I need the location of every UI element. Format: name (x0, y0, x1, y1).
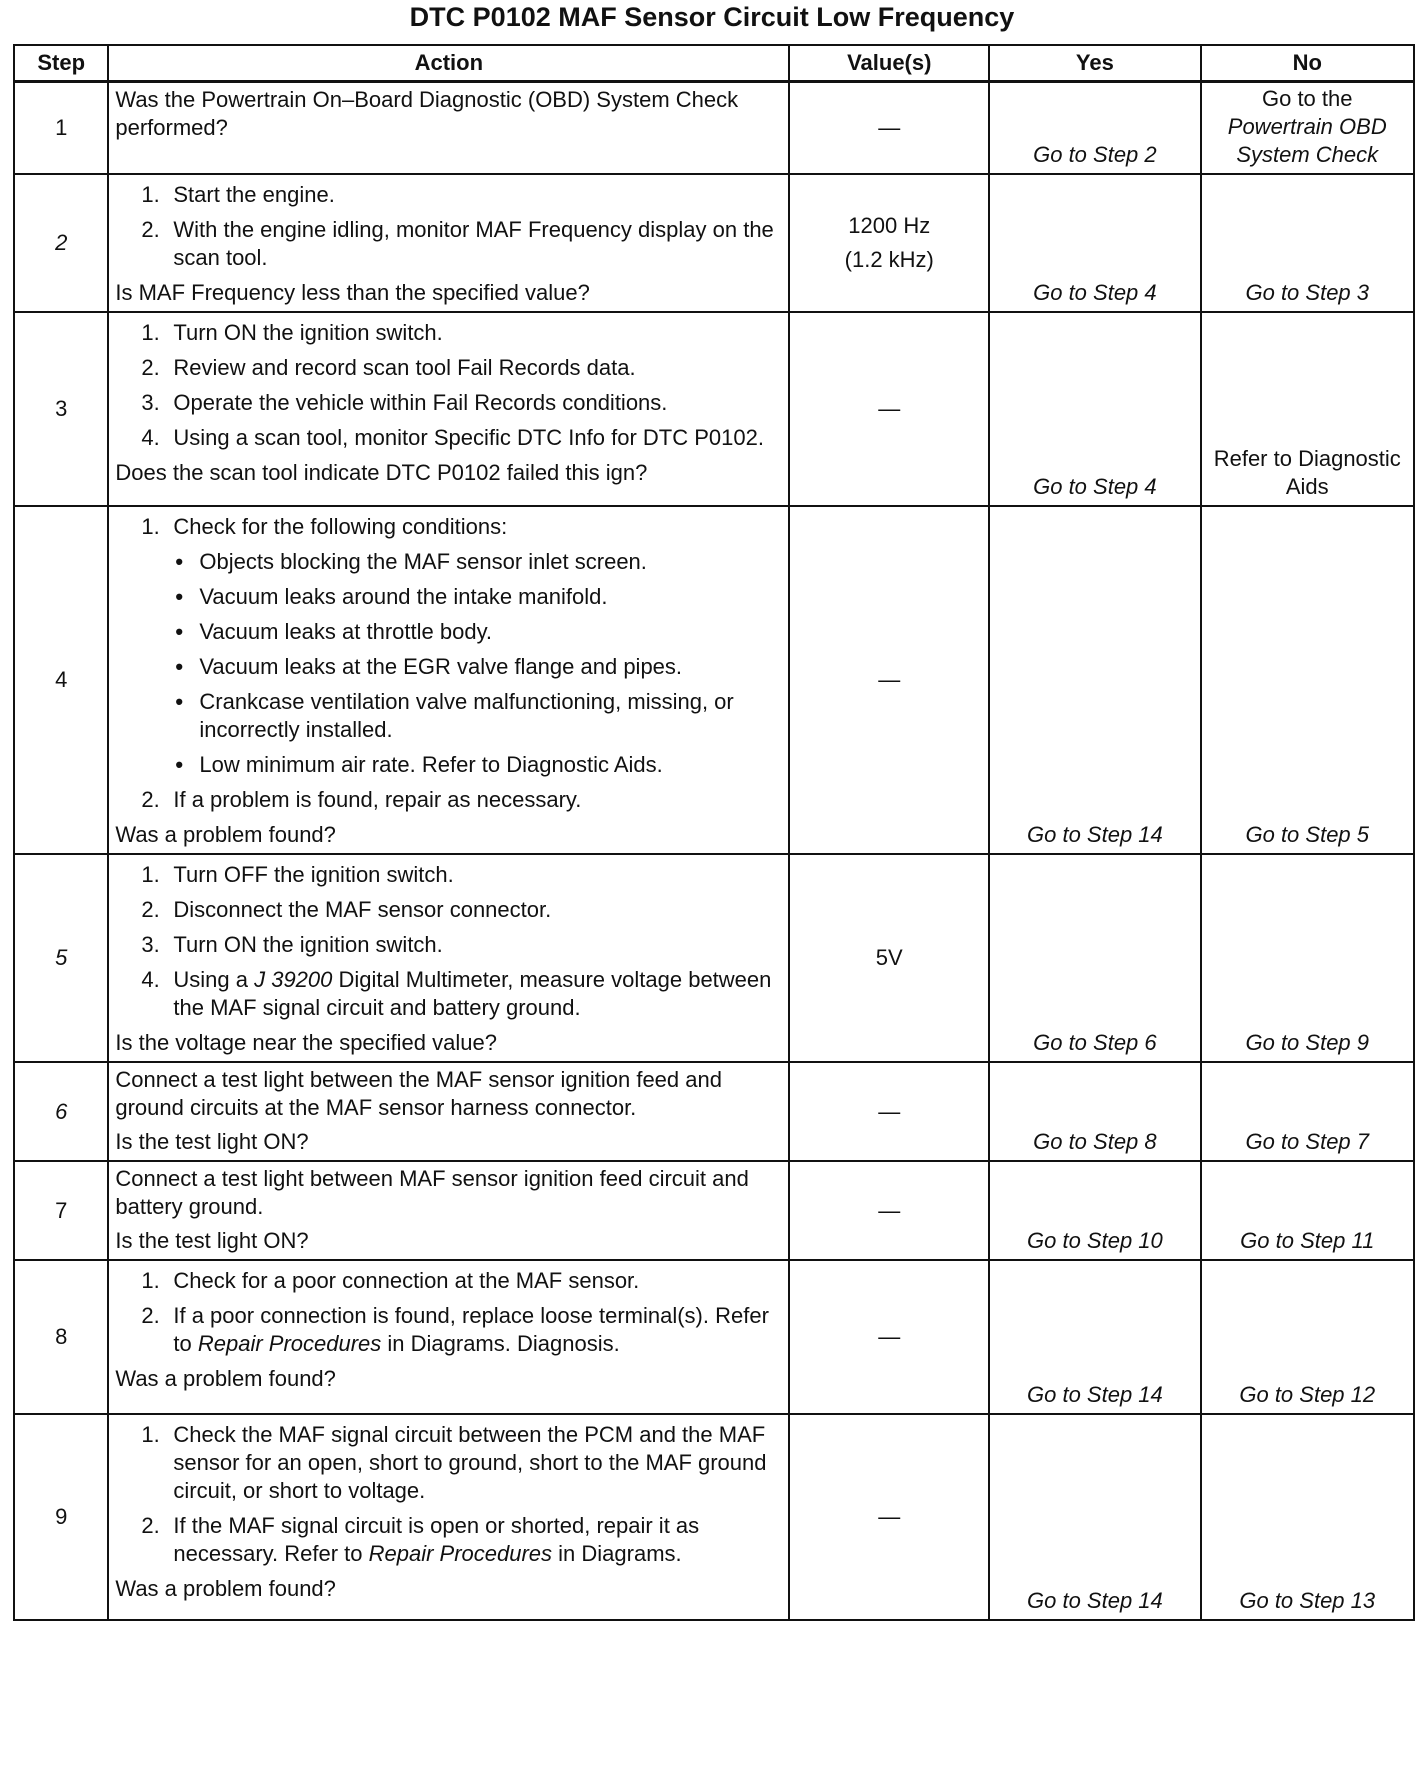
item-text: Operate the vehicle within Fail Records conditions. (173, 390, 668, 415)
page-title: DTC P0102 MAF Sensor Circuit Low Frequency (409, 2, 1015, 32)
yes-cell: Go to Step 4 (989, 312, 1200, 506)
item-text: Using a scan tool, monitor Specific DTC Info for DTC P0102. (173, 425, 764, 450)
item-number: 3. (141, 932, 160, 957)
no-text: Go to the (1261, 86, 1353, 111)
item-number: 1. (141, 862, 160, 887)
yes-cell: Go to Step 14 (989, 1414, 1200, 1620)
action-question: Is the voltage near the specified value? (115, 1030, 497, 1055)
no-cell: Go to Step 3 (1201, 174, 1415, 312)
action-cell (108, 82, 789, 175)
action-item (141, 1267, 784, 1295)
action-item (141, 216, 784, 272)
value-cell: — (789, 82, 989, 175)
item-number: 1. (141, 1422, 160, 1447)
value-cell: — (789, 1062, 989, 1161)
value-cell (789, 174, 989, 312)
action-cell (108, 312, 789, 506)
bullet-icon: • (175, 689, 184, 714)
action-item (141, 319, 784, 347)
action-cell (108, 1161, 789, 1260)
item-text-part: If the MAF signal circuit is open or shorted, repair it as necessary. Refer to (173, 1513, 700, 1566)
bullet-text: Vacuum leaks at the EGR valve flange and pipes. (199, 654, 683, 679)
value-line: 1200 Hz (848, 213, 931, 238)
item-number: 4. (141, 967, 160, 992)
yes-cell: Go to Step 2 (989, 82, 1200, 175)
yes-cell: Go to Step 14 (989, 1260, 1200, 1414)
no-cell: Go to Step 5 (1201, 506, 1415, 854)
item-number: 1. (141, 182, 160, 207)
procedure-reference: Repair Procedures (368, 1541, 553, 1566)
item-text: With the engine idling, monitor MAF Frequency display on the scan tool. (173, 217, 774, 270)
no-reference: Powertrain OBD System Check (1227, 114, 1387, 167)
value-cell: — (789, 1414, 989, 1620)
action-text: Connect a test light between the MAF sensor ignition feed and ground circuits at the MAF sensor harness connector. (115, 1067, 722, 1120)
action-cell (108, 1260, 789, 1414)
step-number: 4 (14, 506, 108, 854)
header-step: Step (14, 45, 108, 82)
table-row (14, 506, 1414, 854)
bullet-item (175, 618, 784, 646)
item-text: Check the MAF signal circuit between the PCM and the MAF sensor for an open, short to ground, short to the MAF ground circuit, or short to voltage. (173, 1422, 767, 1503)
value-line: (1.2 kHz) (844, 247, 934, 272)
item-number: 2. (141, 217, 160, 242)
item-text: Turn ON the ignition switch. (173, 320, 443, 345)
bullet-item (175, 548, 784, 576)
action-item (141, 931, 784, 959)
action-cell (108, 506, 789, 854)
item-text-part: Using a (173, 967, 255, 992)
action-cell (108, 854, 789, 1062)
step-number: 1 (14, 82, 108, 175)
bullet-text: Vacuum leaks at throttle body. (199, 619, 493, 644)
action-cell (108, 1414, 789, 1620)
item-number: 2. (141, 1513, 160, 1538)
item-text (173, 966, 784, 1022)
item-text-part: in Diagrams. Diagnosis. (381, 1331, 620, 1356)
tool-reference: J 39200 (254, 967, 333, 992)
bullet-icon: • (175, 752, 184, 777)
item-text (173, 1302, 784, 1358)
item-text-part: Digital Multimeter, measure voltage between the MAF signal circuit and battery ground. (173, 967, 772, 1020)
table-row (14, 1062, 1414, 1161)
table-row (14, 1260, 1414, 1414)
bullet-icon: • (175, 549, 184, 574)
yes-cell: Go to Step 14 (989, 506, 1200, 854)
action-item (141, 861, 784, 889)
no-cell: Refer to Diagnostic Aids (1201, 312, 1415, 506)
yes-cell: Go to Step 6 (989, 854, 1200, 1062)
bullet-item (175, 653, 784, 681)
yes-cell: Go to Step 10 (989, 1161, 1200, 1260)
step-number: 6 (14, 1062, 108, 1161)
bullet-icon: • (175, 619, 184, 644)
item-text-part: If a poor connection is found, replace loose terminal(s). Refer to (173, 1303, 769, 1356)
bullet-icon: • (175, 584, 184, 609)
item-number: 4. (141, 425, 160, 450)
step-number: 8 (14, 1260, 108, 1414)
bullet-text: Objects blocking the MAF sensor inlet screen. (199, 549, 647, 574)
action-question: Was a problem found? (115, 822, 336, 847)
action-question: Is the test light ON? (115, 1228, 309, 1253)
bullet-text: Crankcase ventilation valve malfunctioning, missing, or incorrectly installed. (199, 689, 734, 742)
value-cell: — (789, 506, 989, 854)
no-cell: Go to Step 13 (1201, 1414, 1415, 1620)
action-item (141, 1512, 784, 1568)
no-cell: Go to Step 12 (1201, 1260, 1415, 1414)
action-item (141, 354, 784, 382)
action-item (141, 1302, 784, 1358)
item-text: Check for a poor connection at the MAF sensor. (173, 1268, 640, 1293)
table-row (14, 854, 1414, 1062)
action-cell (108, 174, 789, 312)
step-number: 9 (14, 1414, 108, 1620)
header-no: No (1201, 45, 1415, 82)
action-text: Was the Powertrain On–Board Diagnostic (OBD) System Check performed? (115, 87, 739, 140)
action-question: Is the test light ON? (115, 1129, 309, 1154)
header-yes: Yes (989, 45, 1200, 82)
table-row (14, 312, 1414, 506)
item-text (173, 1512, 784, 1568)
action-item (141, 1421, 784, 1505)
step-number: 3 (14, 312, 108, 506)
bullet-text: Vacuum leaks around the intake manifold. (199, 584, 608, 609)
step-number: 2 (14, 174, 108, 312)
action-item (141, 389, 784, 417)
step-number: 7 (14, 1161, 108, 1260)
table-header-row (14, 45, 1414, 82)
action-question: Was a problem found? (115, 1366, 336, 1391)
no-cell (1201, 82, 1415, 175)
table-row (14, 1414, 1414, 1620)
header-action: Action (108, 45, 789, 82)
action-item (141, 181, 784, 209)
table-row (14, 174, 1414, 312)
action-question: Is MAF Frequency less than the specified value? (115, 280, 590, 305)
action-cell (108, 1062, 789, 1161)
yes-cell: Go to Step 4 (989, 174, 1200, 312)
action-item (141, 786, 784, 814)
value-cell: — (789, 312, 989, 506)
action-item (141, 966, 784, 1022)
item-text: Start the engine. (173, 182, 335, 207)
value-cell: — (789, 1260, 989, 1414)
action-item (141, 513, 784, 541)
item-text: Check for the following conditions: (173, 514, 508, 539)
action-item (141, 896, 784, 924)
item-text: Review and record scan tool Fail Records data. (173, 355, 636, 380)
no-cell: Go to Step 7 (1201, 1062, 1415, 1161)
action-question: Does the scan tool indicate DTC P0102 failed this ign? (115, 460, 648, 485)
item-number: 1. (141, 514, 160, 539)
item-number: 2. (141, 355, 160, 380)
table-row (14, 82, 1414, 175)
value-cell: 5V (789, 854, 989, 1062)
yes-cell: Go to Step 8 (989, 1062, 1200, 1161)
item-number: 1. (141, 320, 160, 345)
bullet-icon: • (175, 654, 184, 679)
procedure-reference: Repair Procedures (197, 1331, 382, 1356)
step-number: 5 (14, 854, 108, 1062)
item-text-part: in Diagrams. (552, 1541, 682, 1566)
item-text: Disconnect the MAF sensor connector. (173, 897, 552, 922)
item-text: If a problem is found, repair as necessary. (173, 787, 582, 812)
value-cell: — (789, 1161, 989, 1260)
item-number: 1. (141, 1268, 160, 1293)
action-question: Was a problem found? (115, 1576, 336, 1601)
item-text: Turn ON the ignition switch. (173, 932, 443, 957)
diagnostic-table (13, 44, 1415, 1621)
action-item (141, 424, 784, 452)
no-cell: Go to Step 11 (1201, 1161, 1415, 1260)
bullet-item (175, 688, 784, 744)
item-text: Turn OFF the ignition switch. (173, 862, 454, 887)
table-row (14, 1161, 1414, 1260)
bullet-text: Low minimum air rate. Refer to Diagnostic Aids. (199, 752, 663, 777)
action-text: Connect a test light between MAF sensor ignition feed circuit and battery ground. (115, 1166, 749, 1219)
item-number: 3. (141, 390, 160, 415)
bullet-item (175, 751, 784, 779)
item-number: 2. (141, 787, 160, 812)
item-number: 2. (141, 1303, 160, 1328)
bullet-item (175, 583, 784, 611)
no-cell: Go to Step 9 (1201, 854, 1415, 1062)
item-number: 2. (141, 897, 160, 922)
header-values: Value(s) (789, 45, 989, 82)
